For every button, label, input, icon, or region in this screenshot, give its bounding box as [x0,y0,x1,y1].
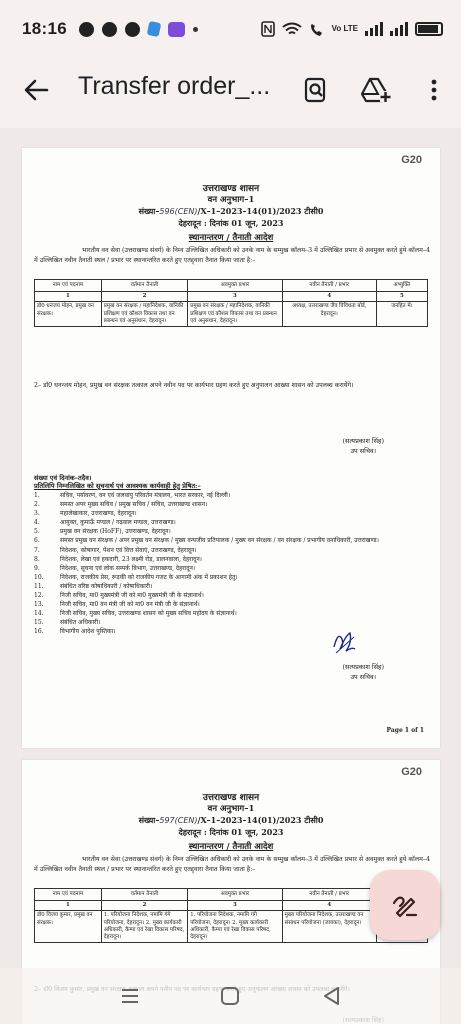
copy-list [34,491,424,637]
list-item [34,618,424,627]
order-number [22,206,440,217]
list-item-number: 3. [34,510,40,518]
list-item-number: 4. [34,519,40,527]
list-item-text: आयुक्त, कुमाऊँ मण्डल / गढ़वाल मण्डल, उत्तराखण्ड। [60,519,176,527]
transfer-table [34,279,428,327]
list-item-text: निदेशक, लेखा एवं हकदारी, 23 लक्ष्मी रोड़, डालनवाला, देहरादून। [60,555,202,563]
list-item-text: निदेशक, सूचना एवं लोक सम्पर्क विभाग, उत्तराखण्ड, देहरादून। [60,564,196,572]
order-number-prefix: संख्या– [138,206,160,216]
document-title: Transfer order_... [78,72,271,100]
pinwheel-icon [102,22,117,37]
list-item [34,564,424,573]
list-item-number: 6. [34,537,40,545]
table-header: अवमुक्त प्रभार [188,280,282,292]
column-number: 3 [188,901,282,911]
column-number: 2 [101,292,187,302]
system-nav-bar [0,968,461,1024]
column-number: 3 [188,292,282,302]
order-number-handwritten: 596(CEN) [159,207,198,216]
column-number: 5 [376,292,427,302]
table-cell: डॉ0 धनंजय मोहन, प्रमुख वन संरक्षक। [35,302,102,327]
list-item [34,518,424,527]
column-number: 1 [35,901,102,911]
app-bar [0,58,461,122]
list-item-text: निदेशक, कोषागार, पेंशन एवं वित्त सेवाएं, उत्तराखण्ड, देहरादून। [60,546,197,554]
more-options-button[interactable] [416,72,452,108]
recents-button[interactable] [115,981,145,1011]
order-number [22,815,440,826]
list-item [34,500,424,509]
table-header: अवमुक्त प्रभार [188,889,282,901]
table-header: वर्तमान तैनाती [101,889,187,901]
back-arrow-icon [23,78,49,102]
volte-label: Vo LTE [331,24,358,33]
list-item [34,546,424,555]
header-government: उत्तराखण्ड शासन [202,793,260,803]
list-item-text: संबंधित वरिष्ठ कोषाधिकारी / कोषाधिकारी। [60,582,153,590]
signatory-name: (सत्यप्रकाश सिंह) [342,663,384,671]
list-item [34,555,424,564]
list-item [34,527,424,536]
recents-icon [120,987,140,1005]
table-cell: 1. परियोजना निदेशक, नमामि गंगे परियोजना, देहरादून। 2. मुख्य कार्यकारी अधिकारी, कैम्पा एवं रेखा विकास परिषद, देहरादून। [188,911,282,943]
list-item [34,491,424,500]
table-header: वर्तमान तैनाती [101,280,187,292]
intro-paragraph: भारतीय वन सेवा (उत्तराखण्ड संवर्ग) के निम्न उल्लिखित अधिकारी को उनके नाम के सम्मुख कॉलम–3 में उल्लिखित प्रभार से अवमुक्त करते हुये कॉलम–4 में उल्लिखित नवीन तैनाती स्थल / प्रभार पर स्थानान्तरित करते हुए एतद्द्वारा तैनात किया जाता है:– [34,856,430,873]
table-cell: डॉ0 विजय कुमार, प्रमुख वन संरक्षक। [35,911,102,943]
list-item [34,627,424,636]
column-number: 1 [35,292,102,302]
list-item-text: समस्त अपर मुख्य सचिव / प्रमुख सचिव / सचिव, उत्तराखण्ड शासन। [60,501,208,509]
list-item-text: निदेशक, राजकीय प्रेस, रूड़की को राजकीय गजट के आगामी अंक में प्रकाशन हेतु। [60,573,238,581]
home-icon [220,986,240,1006]
column-number: 4 [282,901,376,911]
lens-search-icon [303,77,329,103]
table-header: नवीन तैनाती / प्रभार [282,889,376,901]
order-number-prefix: संख्या– [138,815,160,825]
list-item [34,573,424,582]
discord-icon [168,22,185,37]
list-item-number: 13. [34,601,44,609]
header-section: वन अनुभाग–1 [207,195,255,205]
table-row [35,911,428,943]
table-header-row [35,889,428,901]
add-to-drive-button[interactable] [358,72,394,108]
list-item-number: 7. [34,546,40,554]
app-notification-icon [147,21,162,37]
nav-back-button[interactable] [316,981,346,1011]
list-item-number: 1. [34,492,40,499]
list-item [34,509,424,518]
order-number-handwritten: 597(CEN) [159,816,198,825]
signature-block [342,436,384,456]
signal-1-icon [365,22,383,36]
signatory-designation: उप सचिव। [350,447,377,455]
list-item-text: निजी सचिव, मुख्य सचिव, उत्तराखण्ड शासन को मुख्य सचिव महोदय के संज्ञानार्थ। [60,610,237,618]
lens-button[interactable] [298,72,334,108]
table-header: नाम एवं पदनाम [35,889,102,901]
table-cell: जनहित में। [376,302,427,327]
list-item [34,600,424,609]
list-item-number: 15. [34,619,44,627]
order-number-suffix: /X–1–2023–14(01)/2023 टीसी0 [197,206,324,216]
list-item-number: 9. [34,564,40,572]
table-number-row [35,292,428,302]
list-item-number: 16. [34,628,44,636]
list-item-text: निजी सचिव, मा0 मुख्यमंत्री जी को मा0 मुख्यमंत्री जी के संज्ञानार्थ। [60,592,204,600]
list-item-number: 2. [34,501,40,509]
list-item [34,536,424,545]
list-item-text: सचिव, पर्यावरण, वन एवं जलवायु परिवर्तन मंत्रालय, भारत सरकार, नई दिल्ली। [60,492,231,499]
system-icons [261,21,443,37]
more-vert-icon [431,78,437,102]
wifi-icon [282,22,302,37]
list-item [34,591,424,600]
table-cell: प्रमुख वन संरक्षक / महानिदेशक, वानिकी प्रशिक्षण एवं कौशल विकास तथा वन प्रबन्धन एवं अनुसंधान, देहरादून। [188,302,282,327]
g20-logo: G20 [401,766,422,778]
signal-2-icon [390,22,408,36]
list-item [34,582,424,591]
header-government: उत्तराखण्ड शासन [202,184,260,194]
status-time: 18:16 [22,19,67,38]
edit-pen-icon [391,891,419,919]
list-item-text: समस्त प्रमुख वन संरक्षक / अपर प्रमुख वन संरक्षक / मुख्य वन्यजीव प्रतिपालक / मुख्य वन संरक्षक / वन संरक्षक / प्रभागीय वनाधिकारी, उत्तराखण्ड। [60,537,379,545]
list-item [34,609,424,618]
list-item-text: प्रमुख वन संरक्षक (HoFF), उत्तराखण्ड, देहरादून। [60,528,171,536]
back-icon [322,986,340,1006]
home-button[interactable] [215,981,245,1011]
column-number: 4 [282,292,376,302]
g20-logo: G20 [401,154,422,166]
intro-paragraph: भारतीय वन सेवा (उत्तराखण्ड संवर्ग) के निम्न उल्लिखित अधिकारी को उनके नाम के सम्मुख कॉलम–3 में उल्लिखित प्रभार से अवमुक्त करते हुये कॉलम–4 में उल्लिखित नवीन तैनाती स्थल / प्रभार पर स्थानान्तरित करते हुए एतद्द्वारा तैनात किया जाता है:– [34,247,430,264]
order-title: स्थानान्तरण / तैनाती आदेश [188,842,274,852]
copy-to-heading: प्रतिलिपि निम्नलिखित को सूचनार्थ एवं आवश्यक कार्यवाही हेतु प्रेषित:– [34,482,201,490]
table-cell: मुख्य परियोजना निदेशक, उत्तराखण्ड वन संसाधन परियोजना (जायका), देहरादून। [282,911,376,943]
battery-icon [415,22,443,36]
header-section: वन अनुभाग–1 [207,804,255,814]
column-number: 2 [101,901,187,911]
table-header-row [35,280,428,292]
signatory-name: (सत्यप्रकाश सिंह) [342,437,384,445]
transfer-table [34,888,428,943]
list-item-number: 8. [34,555,40,563]
list-item-number: 5. [34,528,40,536]
table-cell: 1. परियोजना निदेशक, नमामि गंगे परियोजना, देहरादून। 2. मुख्य कार्यकारी अधिकारी, कैम्पा एवं रेखा विकास परिषद, देहरादून। [101,911,187,943]
table-header: नवीन तैनाती / प्रभार [282,280,376,292]
list-item-text: महालेखाकार, उत्तराखण्ड, देहरादून। [60,510,137,518]
annotate-fab-button[interactable] [370,870,440,940]
order-number-suffix: /X–1–2023–14(01)/2023 टीसी0 [197,815,324,825]
status-bar [0,0,461,58]
list-item-number: 10. [34,573,44,581]
table-cell: अध्यक्ष, उत्तराखण्ड जैव विविधता बोर्ड, देहरादून। [282,302,376,327]
list-item-number: 12. [34,592,44,600]
reference-line: संख्या एवं दिनांक–तदैव। [34,474,92,482]
list-item-number: 11. [34,582,44,590]
compliance-paragraph: 2– डॉ0 धनन्जय मोहन, प्रमुख वन संरक्षक तत्काल अपने नवीन पद पर कार्यभार ग्रहण करते हुए अनुपालन आख्या शासन को उपलब्ध करायेंगे। [34,382,354,389]
notification-icons [79,22,198,37]
facebook-icon [125,22,140,37]
list-item-number: 14. [34,610,44,618]
table-number-row [35,901,428,911]
wifi-calling-icon [309,22,325,37]
drive-add-icon [361,77,391,103]
signatory-designation: उप सचिव। [350,673,377,681]
handwritten-signature [330,625,358,659]
table-header: अभ्युक्ति [376,280,427,292]
back-button[interactable] [18,72,54,108]
order-title: स्थानान्तरण / तैनाती आदेश [188,233,274,243]
list-item-text: विभागीय आदेश पुस्तिका। [60,628,116,636]
nfc-icon [261,21,275,37]
list-item-text: निजी सचिव, मा0 वन मंत्री जी को मा0 वन मंत्री जी के संज्ञानार्थ। [60,601,200,609]
order-date: देहरादून : दिनांक 01 जून, 2023 [178,827,284,837]
page-number: Page 1 of 1 [386,727,424,734]
list-item-text: संबंधित अधिकारी। [60,619,101,627]
whatsapp-icon [79,22,94,37]
table-cell: प्रमुख वन संरक्षक / महानिदेशक, वानिकी प्रशिक्षण एवं कौशल विकास तथा वन प्रबन्धन एवं अनुसंधान, देहरादून। [101,302,187,327]
signature-block-2 [342,662,384,682]
document-page-1 [22,148,440,748]
order-date: देहरादून : दिनांक 01 जून, 2023 [178,218,284,228]
more-notifications-dot-icon [193,27,198,32]
table-header: नाम एवं पदनाम [35,280,102,292]
table-row [35,302,428,327]
